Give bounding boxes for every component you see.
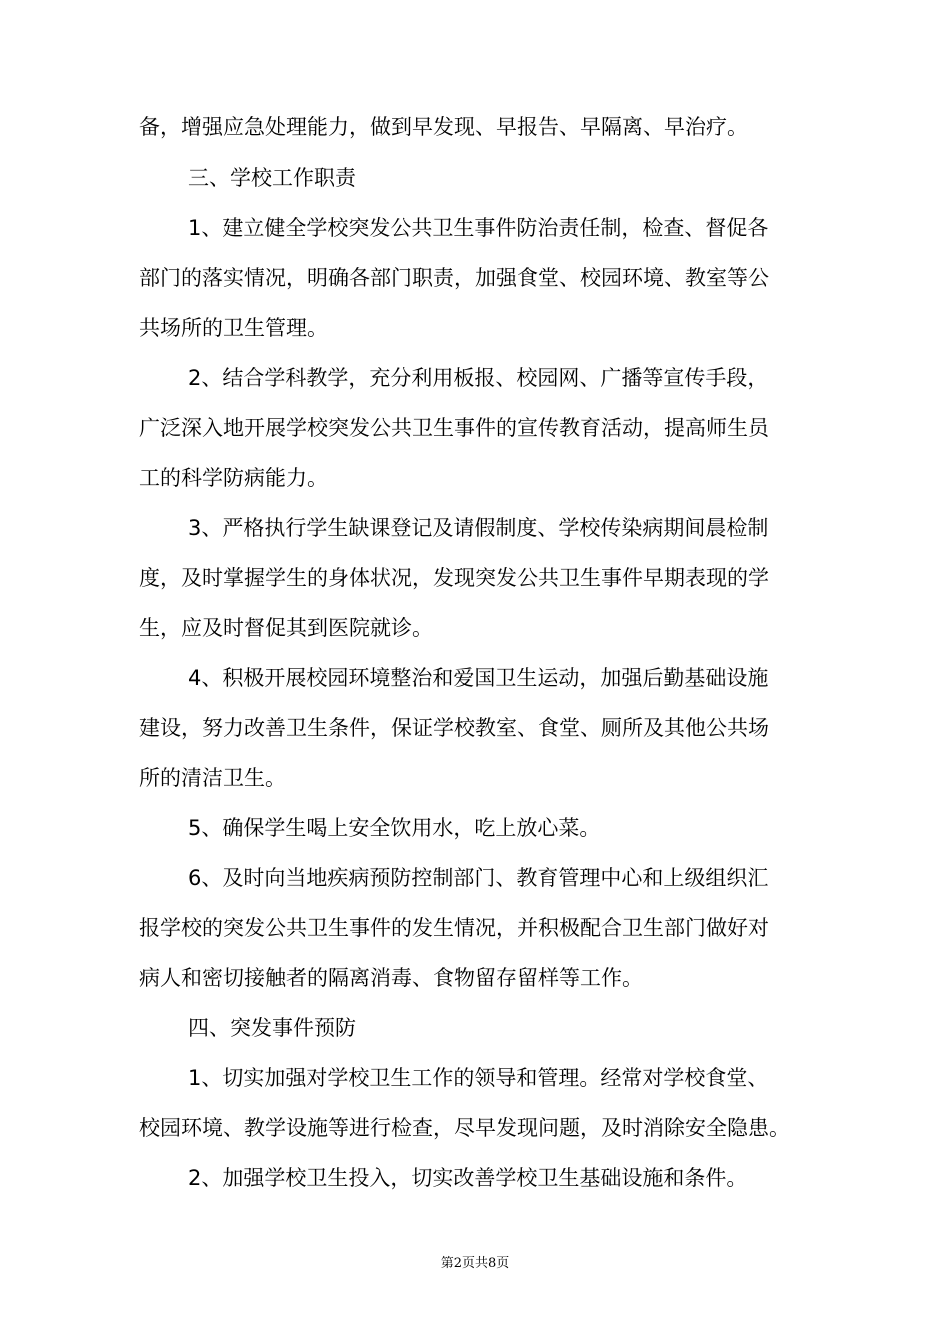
text-line: 1、建立健全学校突发公共卫生事件防治责任制，检查、督促各: [188, 216, 769, 240]
text-line: 病人和密切接触者的隔离消毒、食物留存留样等工作。: [139, 966, 643, 990]
text-line: 工的科学防病能力。: [139, 466, 328, 490]
section-heading: 四、突发事件预防: [188, 1016, 356, 1040]
text-line: 6、及时向当地疾病预防控制部门、教育管理中心和上级组织汇: [188, 866, 769, 890]
text-line: 5、确保学生喝上安全饮用水，吃上放心菜。: [188, 816, 601, 840]
page-number: 第2页共8页: [440, 1256, 510, 1271]
text-line: 2、加强学校卫生投入，切实改善学校卫生基础设施和条件。: [188, 1166, 748, 1190]
text-line: 部门的落实情况，明确各部门职责，加强食堂、校园环境、教室等公: [139, 266, 769, 290]
section-heading: 三、学校工作职责: [188, 166, 356, 190]
text-line: 1、切实加强对学校卫生工作的领导和管理。经常对学校食堂、: [188, 1066, 769, 1090]
text-line: 3、严格执行学生缺课登记及请假制度、学校传染病期间晨检制: [188, 516, 769, 540]
text-line: 2、结合学科教学，充分利用板报、校园网、广播等宣传手段，: [188, 366, 769, 390]
text-line: 所的清洁卫生。: [139, 766, 286, 790]
text-line: 备，增强应急处理能力，做到早发现、早报告、早隔离、早治疗。: [139, 115, 748, 139]
text-line: 共场所的卫生管理。: [139, 316, 328, 340]
text-line: 4、积极开展校园环境整治和爱国卫生运动，加强后勤基础设施: [188, 666, 769, 690]
text-line: 校园环境、教学设施等进行检查，尽早发现问题，及时消除安全隐患。: [139, 1116, 790, 1140]
text-line: 报学校的突发公共卫生事件的发生情况，并积极配合卫生部门做好对: [139, 916, 769, 940]
text-line: 建设，努力改善卫生条件，保证学校教室、食堂、厕所及其他公共场: [139, 716, 769, 740]
text-line: 广泛深入地开展学校突发公共卫生事件的宣传教育活动，提高师生员: [139, 416, 769, 440]
text-line: 生，应及时督促其到医院就诊。: [139, 616, 433, 640]
text-line: 度，及时掌握学生的身体状况，发现突发公共卫生事件早期表现的学: [139, 566, 769, 590]
